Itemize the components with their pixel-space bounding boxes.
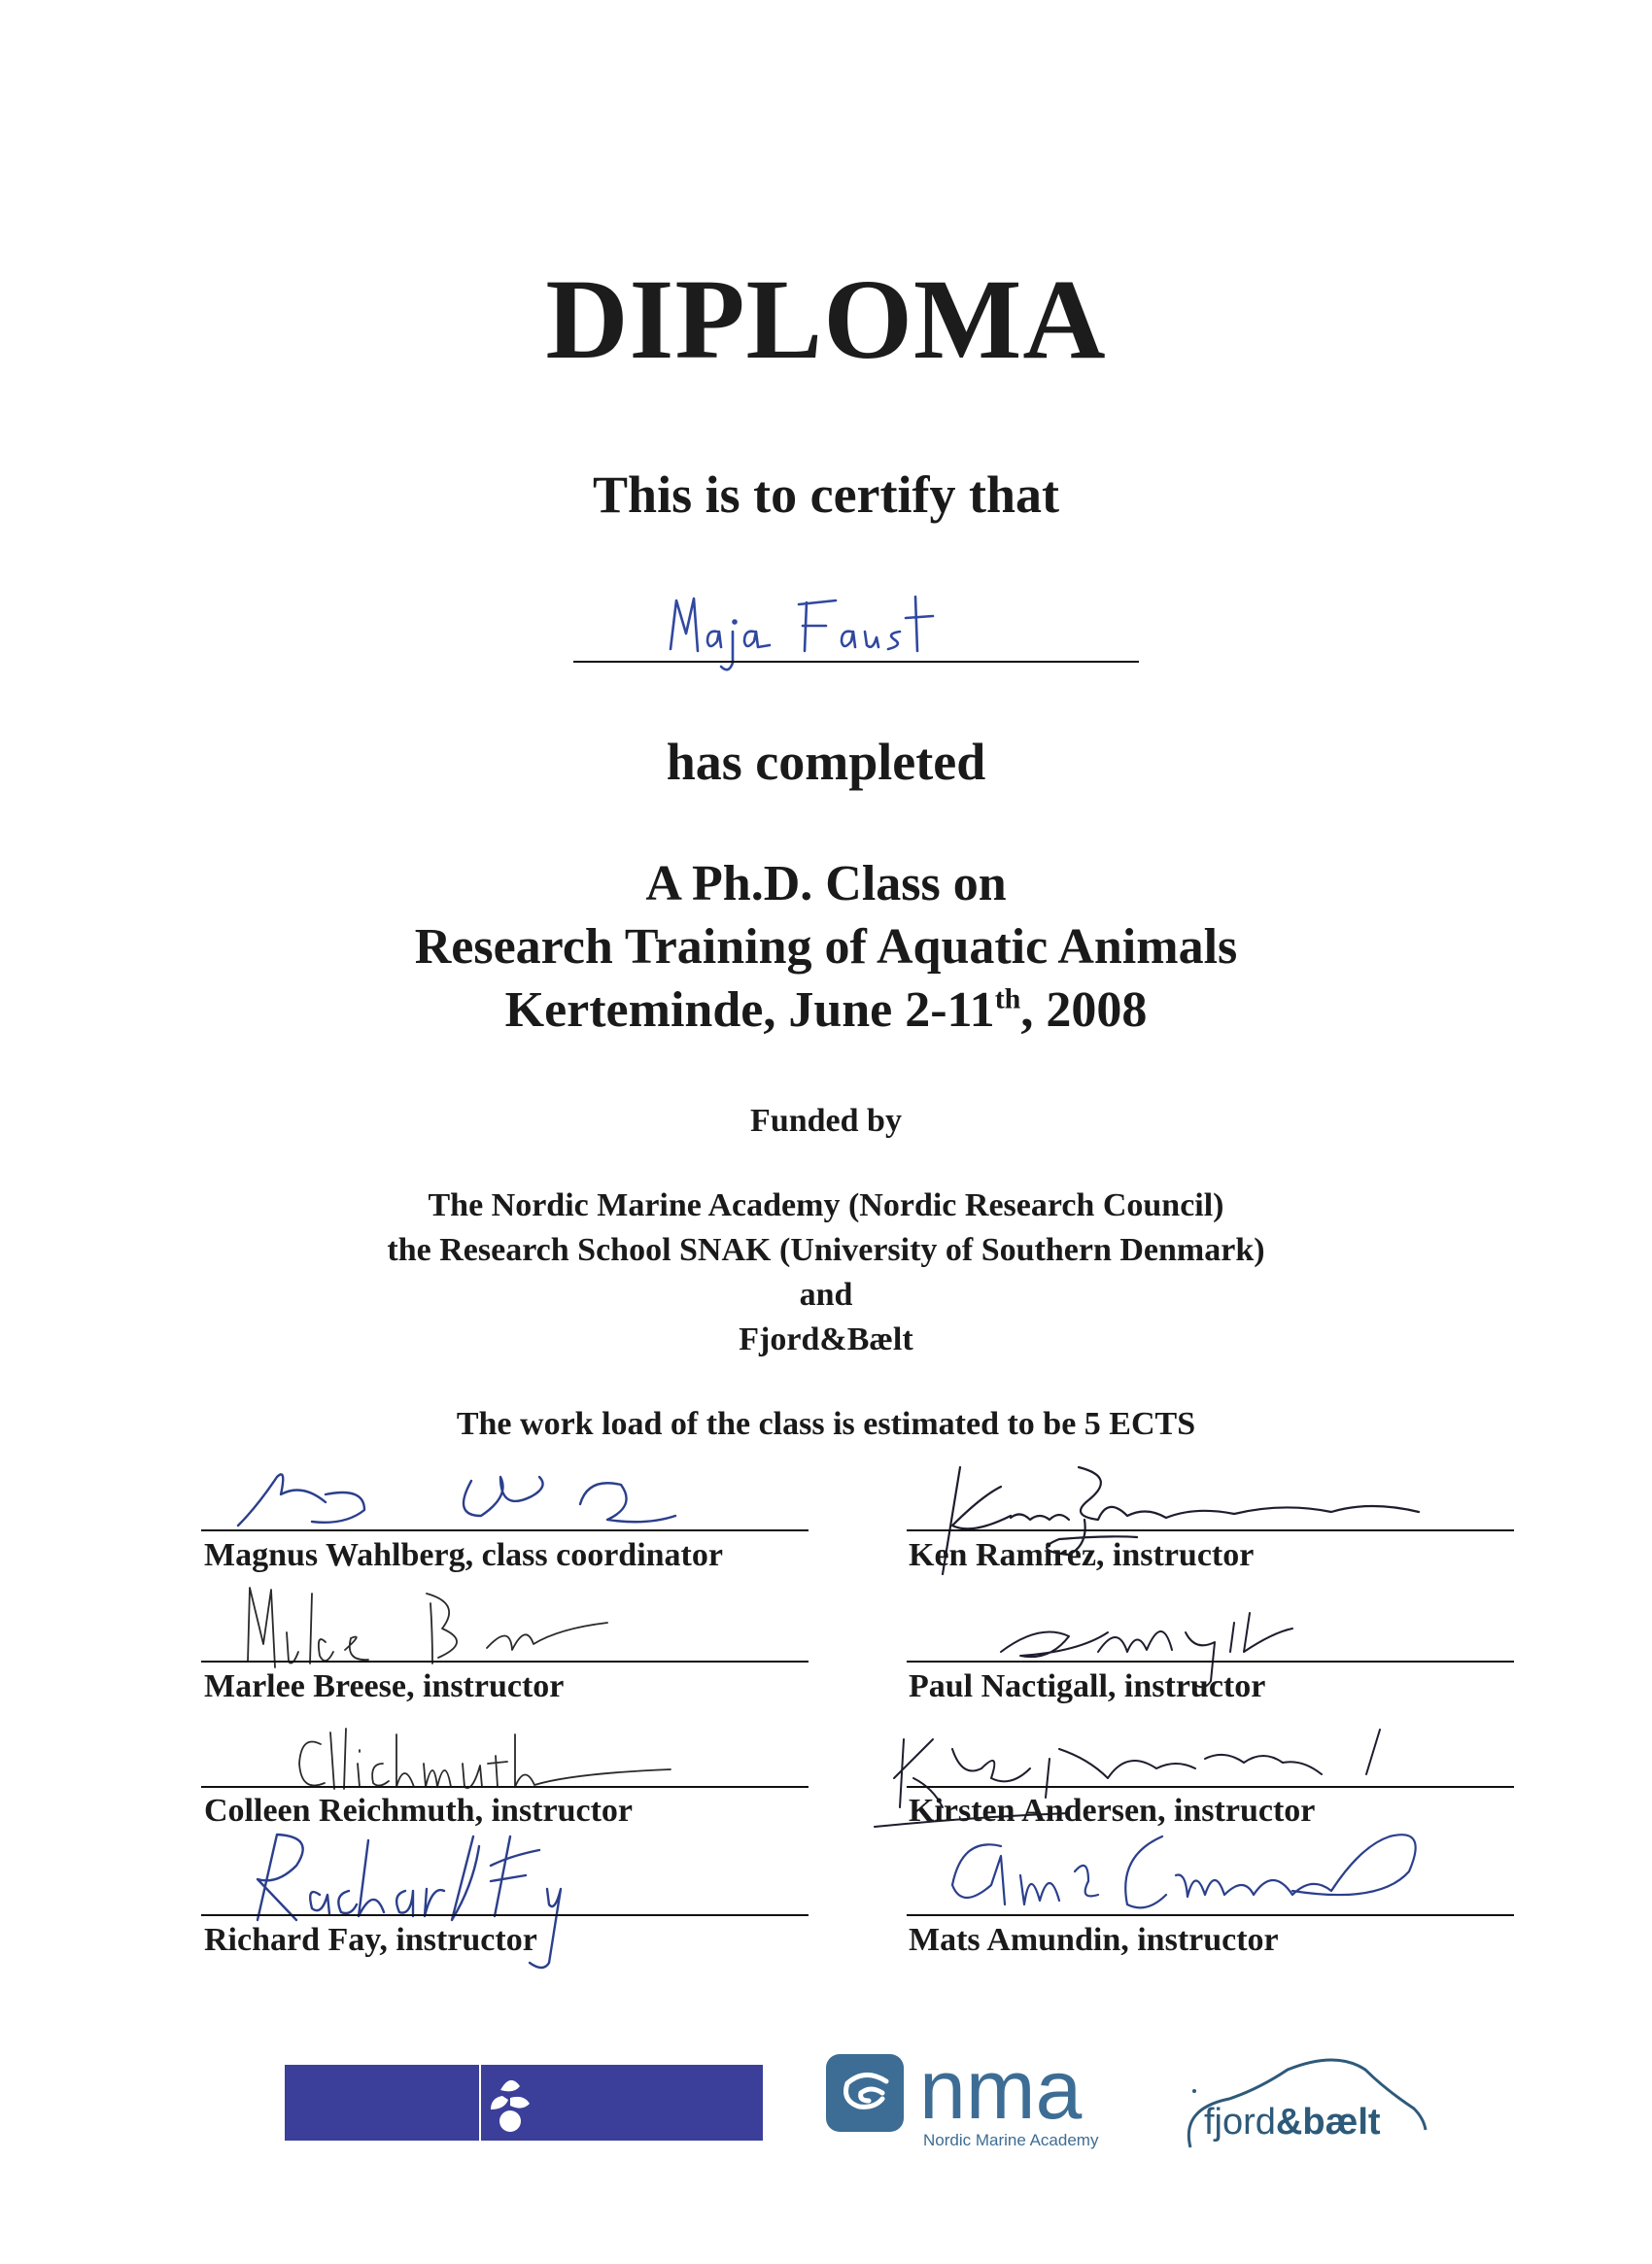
completed-text: has completed	[666, 733, 986, 791]
signatory-name: Mats Amundin, instructor	[909, 1922, 1279, 1958]
signatory-name: Marlee Breese, instructor	[204, 1668, 565, 1704]
funder-line: Fjord&Bælt	[739, 1321, 913, 1357]
signature-line	[201, 1661, 809, 1663]
fjord-text: fjord	[1204, 2102, 1276, 2143]
signatory-name: Magnus Wahlberg, class coordinator	[204, 1537, 723, 1573]
baelt-text: &bælt	[1275, 2102, 1381, 2143]
nma-logo	[826, 2050, 1118, 2157]
certify-text: This is to certify that	[593, 465, 1059, 524]
funded-by-label: Funded by	[750, 1103, 902, 1139]
signatory-name: Colleen Reichmuth, instructor	[204, 1793, 634, 1829]
signature-marlee-breese	[219, 1574, 763, 1681]
funder-line: the Research School SNAK (University of Southern Denmark)	[387, 1232, 1265, 1268]
recipient-signature	[661, 573, 972, 680]
signature-line	[907, 1914, 1514, 1916]
signature-richard-fay	[219, 1827, 763, 1934]
nordic-council-logo	[285, 2065, 763, 2141]
nma-wordmark: nma	[919, 2050, 1083, 2137]
workload-statement: The work load of the class is estimated to be 5 ECTS	[456, 1406, 1196, 1442]
signature-line	[201, 1914, 809, 1916]
course-location-date	[0, 981, 1652, 1039]
signature-mats-amundin	[923, 1817, 1467, 1924]
recipient-line	[573, 661, 1139, 663]
nma-subtitle: Nordic Marine Academy	[923, 2131, 1099, 2149]
signature-line	[201, 1529, 809, 1531]
signatory-name: Richard Fay, instructor	[204, 1922, 537, 1958]
signature-line	[907, 1786, 1514, 1788]
funder-line: The Nordic Marine Academy (Nordic Research Council)	[428, 1187, 1224, 1223]
fjord-baelt-wordmark	[1204, 2102, 1381, 2143]
nordic-council-divider	[479, 2065, 481, 2141]
funder-line: and	[799, 1277, 853, 1313]
signatory-name: Kirsten Andersen, instructor	[909, 1793, 1316, 1829]
course-date-ordinal: th	[994, 982, 1021, 1015]
course-date-year: , 2008	[1020, 982, 1148, 1038]
signatory-name: Ken Ramirez, instructor	[909, 1537, 1255, 1573]
signatory-name: Paul Nactigall, instructor	[909, 1668, 1266, 1704]
course-line-1: A Ph.D. Class on	[645, 856, 1007, 911]
fjord-baelt-logo	[1171, 2041, 1433, 2157]
signature-line	[907, 1529, 1514, 1531]
course-title: Research Training of Aquatic Animals	[414, 919, 1238, 975]
course-date-prefix: Kerteminde, June 2-11	[504, 982, 995, 1038]
signature-line	[201, 1786, 809, 1788]
signature-line	[907, 1661, 1514, 1663]
fjord-baelt-dot	[1192, 2089, 1196, 2093]
diploma-title: DIPLOMA	[545, 256, 1107, 383]
